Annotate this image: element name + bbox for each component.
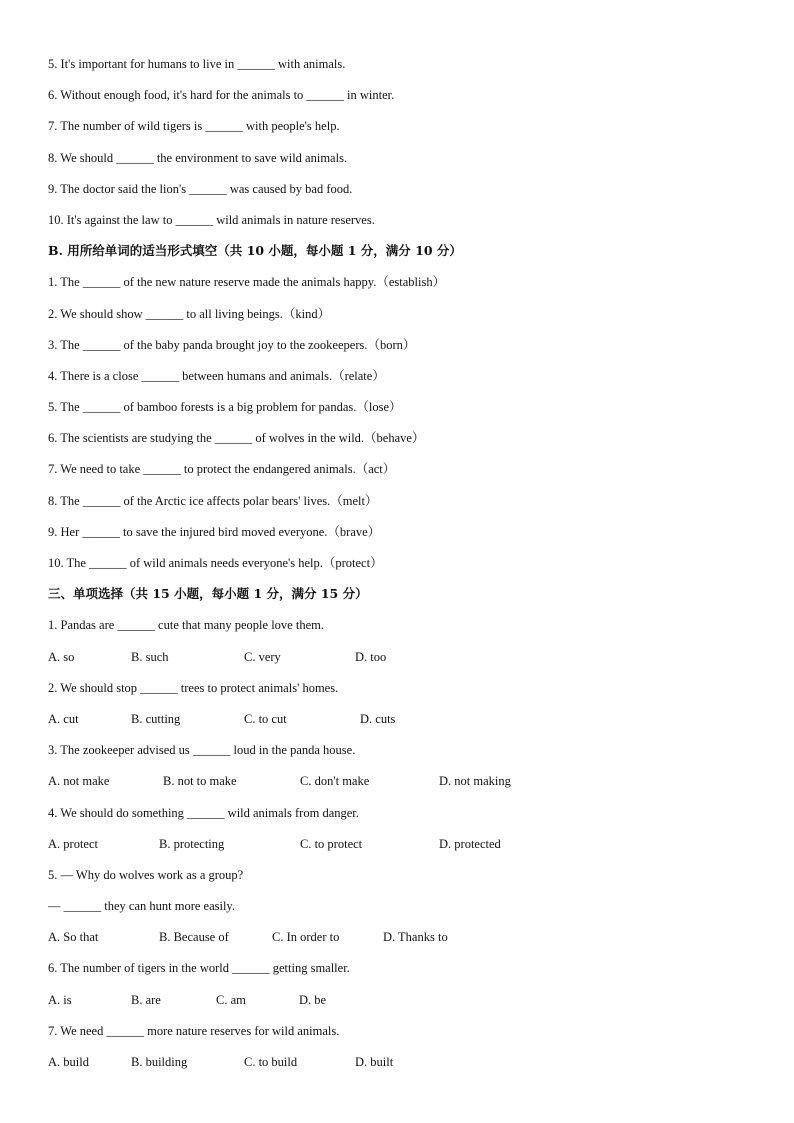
question-line: 7. We need to take ______ to protect the endangered animals.（act） (48, 462, 396, 477)
option-c: C. In order to (272, 930, 340, 945)
question-line: 6. The scientists are studying the ______ of wolves in the wild.（behave） (48, 431, 425, 446)
option-a: A. So that (48, 930, 99, 945)
exam-page (48, 55, 748, 1084)
option-a: A. cut (48, 711, 79, 726)
question-stem: 7. We need ______ more nature reserves for wild animals. (48, 1023, 340, 1038)
option-b: B. such (131, 649, 169, 664)
question-line: 10. It's against the law to ______ wild animals in nature reserves. (48, 212, 375, 227)
option-b: B. protecting (159, 836, 225, 851)
question-line: 8. The ______ of the Arctic ice affects polar bears' lives.（melt） (48, 493, 378, 508)
question-stem: 1. Pandas are ______ cute that many people love them. (48, 618, 324, 633)
option-a: A. so (48, 649, 75, 664)
question-stem: 4. We should do something ______ wild animals from danger. (48, 805, 359, 820)
question-line: 3. The ______ of the baby panda brought joy to the zookeepers.（born） (48, 337, 416, 352)
option-b: B. cutting (131, 711, 181, 726)
question-stem: 5. — Why do wolves work as a group? (48, 867, 244, 882)
option-row (48, 928, 748, 959)
question-stem: 6. The number of tigers in the world ______ getting smaller. (48, 961, 350, 976)
question-line: 9. The doctor said the lion's ______ was caused by bad food. (48, 181, 353, 196)
option-c: C. to protect (300, 836, 363, 851)
question-stem: 2. We should stop ______ trees to protect animals' homes. (48, 680, 339, 695)
option-c: C. very (244, 649, 281, 664)
option-d: D. be (299, 992, 327, 1007)
option-row (48, 835, 748, 866)
option-b: B. Because of (159, 930, 229, 945)
option-row (48, 648, 748, 679)
question-line: 4. There is a close ______ between humans and animals.（relate） (48, 368, 385, 383)
section-heading: 三、单项选择（共 15 小题，每小题 1 分，满分 15 分） (48, 586, 368, 602)
question-line: 5. It's important for humans to live in ______ with animals. (48, 57, 346, 71)
option-row (48, 1053, 748, 1084)
option-row (48, 710, 748, 741)
section-heading: B. 用所给单词的适当形式填空（共 10 小题，每小题 1 分，满分 10 分） (48, 243, 462, 259)
option-c: C. am (216, 992, 246, 1007)
question-line: 10. The ______ of wild animals needs everyone's help.（protect） (48, 556, 383, 570)
option-c: C. to build (244, 1055, 298, 1069)
option-b: B. building (131, 1055, 188, 1069)
option-d: D. built (355, 1055, 394, 1069)
question-stem-answer: — ______ they can hunt more easily. (48, 899, 235, 914)
question-line: 1. The ______ of the new nature reserve made the animals happy.（establish） (48, 275, 446, 290)
option-d: D. protected (439, 836, 501, 851)
option-d: D. Thanks to (383, 930, 448, 945)
question-line: 8. We should ______ the environment to save wild animals. (48, 150, 348, 165)
question-stem: 3. The zookeeper advised us ______ loud in the panda house. (48, 743, 356, 758)
question-line: 2. We should show ______ to all living beings.（kind） (48, 306, 331, 321)
option-d: D. too (355, 649, 387, 664)
option-b: B. not to make (163, 774, 237, 789)
option-a: A. is (48, 992, 72, 1007)
option-a: A. protect (48, 836, 98, 851)
option-row (48, 991, 748, 1022)
option-c: C. don't make (300, 774, 370, 789)
option-row (48, 772, 748, 803)
question-line: 6. Without enough food, it's hard for the animals to ______ in winter. (48, 88, 395, 103)
option-c: C. to cut (244, 711, 287, 726)
option-d: D. not making (439, 774, 511, 789)
question-line: 5. The ______ of bamboo forests is a big problem for pandas.（lose） (48, 400, 402, 415)
option-a: A. build (48, 1055, 89, 1069)
option-d: D. cuts (360, 711, 396, 726)
option-b: B. are (131, 992, 161, 1007)
option-a: A. not make (48, 774, 110, 789)
question-line: 7. The number of wild tigers is ______ with people's help. (48, 119, 340, 134)
question-line: 9. Her ______ to save the injured bird moved everyone.（brave） (48, 524, 381, 539)
